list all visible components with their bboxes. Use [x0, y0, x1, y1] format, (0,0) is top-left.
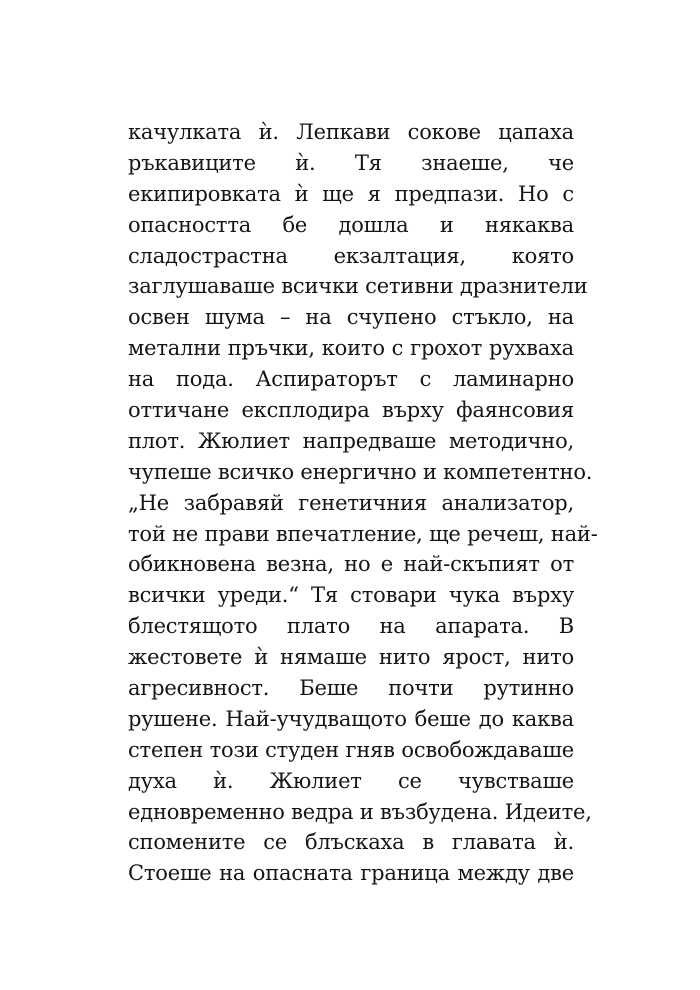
text-line: чупеше всичко енергично и компетентно. [128, 459, 593, 484]
text-line: освен шума – на счупено стъкло, на [128, 305, 574, 330]
text-line: обикновена везна, но е най-скъпият от [128, 552, 574, 577]
text-line: плот. Жюлиет напредваше методично, [128, 428, 574, 453]
text-line: заглушаваше всички сетивни дразнители [128, 274, 588, 299]
text-line: опасността бе дошла и някаква [128, 212, 574, 237]
text-line: на пода. Аспираторът с ламинарно [128, 367, 574, 392]
text-line: качулката ѝ. Лепкави сокове цапаха [128, 120, 574, 144]
text-line: той не прави впечатление, ще речеш, най- [128, 521, 598, 546]
text-line: степен този студен гняв освобождаваше [128, 737, 574, 762]
body-text [128, 117, 598, 889]
text-line: едновременно ведра и възбудена. Идеите, [128, 799, 592, 824]
text-line: рушене. Най-учудващото беше до каква [128, 706, 574, 731]
text-line: духа ѝ. Жюлиет се чувстваше [128, 768, 574, 793]
text-line: агресивност. Беше почти рутинно [128, 676, 574, 701]
text-line: сладострастна екзалтация, която [128, 243, 574, 268]
text-line: всички уреди.“ Тя стовари чука върху [128, 583, 574, 608]
text-line: жестовете ѝ нямаше нито ярост, нито [128, 645, 574, 670]
text-line: оттичане експлодира върху фаянсовия [128, 398, 574, 423]
text-line: метални пръчки, които с грохот рухваха [128, 336, 574, 361]
text-line: екипировката ѝ ще я предпази. Но с [128, 181, 574, 206]
text-line: ръкавиците ѝ. Тя знаеше, че [128, 150, 574, 175]
text-line: блестящото плато на апарата. В [128, 614, 574, 639]
text-line: „Не забравяй генетичния анализатор, [128, 490, 574, 515]
text-line: спомените се блъскаха в главата ѝ. [128, 830, 574, 855]
text-line: Стоеше на опасната граница между две [128, 861, 574, 886]
